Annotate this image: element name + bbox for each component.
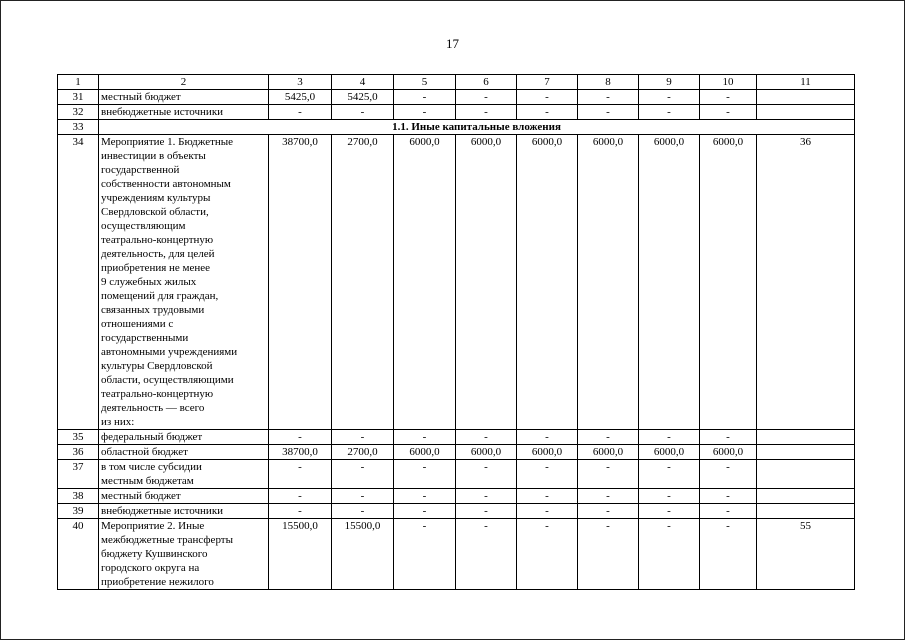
row-value: -	[700, 489, 757, 504]
column-header: 1	[58, 75, 99, 90]
row-name-line: осуществляющим	[101, 220, 186, 232]
row-value: -	[700, 90, 757, 105]
row-value: -	[269, 105, 332, 120]
row-value: -	[456, 489, 517, 504]
row-number: 31	[58, 90, 99, 105]
table-row	[58, 105, 855, 120]
row-name-line: театрально-концертную	[101, 388, 214, 400]
row-col11	[757, 445, 855, 460]
budget-table	[57, 74, 855, 590]
table-row	[58, 460, 855, 489]
row-value: 15500,0	[269, 519, 332, 590]
row-name-line: отношениями с	[101, 318, 174, 330]
row-value: -	[332, 489, 394, 504]
row-number: 36	[58, 445, 99, 460]
row-name-line: внебюджетные источники	[101, 505, 224, 517]
row-value: -	[639, 519, 700, 590]
row-col11	[757, 504, 855, 519]
row-name	[99, 135, 269, 430]
row-value: -	[517, 519, 578, 590]
table-row	[58, 519, 855, 590]
column-header: 4	[332, 75, 394, 90]
column-header: 11	[757, 75, 855, 90]
row-value: -	[639, 105, 700, 120]
row-value: -	[639, 460, 700, 489]
row-value: -	[269, 504, 332, 519]
row-value: -	[700, 460, 757, 489]
row-value: 6000,0	[578, 445, 639, 460]
row-value: 6000,0	[700, 135, 757, 430]
table-row	[58, 90, 855, 105]
row-col11: 55	[757, 519, 855, 590]
row-name	[99, 430, 269, 445]
row-value: 6000,0	[578, 135, 639, 430]
column-header: 8	[578, 75, 639, 90]
row-value: -	[578, 489, 639, 504]
row-value: -	[517, 105, 578, 120]
row-value: -	[578, 504, 639, 519]
row-name-line: театрально-концертную	[101, 234, 214, 246]
row-name-line: приобретения не менее	[101, 262, 211, 274]
table-row	[58, 489, 855, 504]
row-name-line: местным бюджетам	[101, 475, 194, 487]
row-name-line: областной бюджет	[101, 446, 188, 458]
row-value: -	[394, 105, 456, 120]
table-header-row	[58, 75, 855, 90]
section-row	[58, 120, 855, 135]
budget-table-container	[57, 74, 854, 590]
row-col11	[757, 430, 855, 445]
row-value: -	[639, 90, 700, 105]
row-value: -	[394, 460, 456, 489]
row-number: 39	[58, 504, 99, 519]
row-value: -	[639, 430, 700, 445]
row-value: -	[394, 90, 456, 105]
row-name-line: городского округа на	[101, 562, 200, 574]
row-name-line: приобретение нежилого	[101, 576, 214, 588]
row-name-line: 9 служебных жилых	[101, 276, 197, 288]
row-value: 38700,0	[269, 445, 332, 460]
row-value: 6000,0	[517, 445, 578, 460]
row-col11	[757, 460, 855, 489]
row-value: -	[517, 90, 578, 105]
table-row	[58, 504, 855, 519]
row-value: 6000,0	[456, 135, 517, 430]
row-value: -	[456, 430, 517, 445]
row-value: 6000,0	[394, 135, 456, 430]
row-value: -	[639, 489, 700, 504]
table-row	[58, 430, 855, 445]
column-header: 10	[700, 75, 757, 90]
row-value: -	[517, 489, 578, 504]
row-value: -	[517, 460, 578, 489]
row-value: 6000,0	[456, 445, 517, 460]
row-name-line: учреждениям культуры	[101, 192, 211, 204]
row-name	[99, 460, 269, 489]
row-value: -	[578, 430, 639, 445]
row-value: -	[332, 430, 394, 445]
row-value: -	[578, 519, 639, 590]
row-name-line: инвестиции в объекты	[101, 150, 206, 162]
row-value: -	[394, 519, 456, 590]
row-name-line: деятельность, для целей	[101, 248, 215, 260]
row-value: -	[578, 460, 639, 489]
row-number: 38	[58, 489, 99, 504]
row-value: -	[394, 489, 456, 504]
row-name	[99, 504, 269, 519]
row-name-line: собственности автономным	[101, 178, 231, 190]
row-number: 37	[58, 460, 99, 489]
row-value: 15500,0	[332, 519, 394, 590]
row-name-line: связанных трудовыми	[101, 304, 205, 316]
row-name-line: межбюджетные трансферты	[101, 534, 233, 546]
row-value: 2700,0	[332, 445, 394, 460]
column-header: 5	[394, 75, 456, 90]
row-name: внебюджетные источники	[99, 105, 269, 120]
row-value: -	[578, 105, 639, 120]
column-header: 2	[99, 75, 269, 90]
row-value: 5425,0	[332, 90, 394, 105]
row-name: местный бюджет	[99, 90, 269, 105]
column-header: 9	[639, 75, 700, 90]
column-header: 6	[456, 75, 517, 90]
row-number: 32	[58, 105, 99, 120]
page-number: 17	[446, 36, 459, 51]
row-name-line: помещений для граждан,	[101, 290, 219, 302]
row-name	[99, 445, 269, 460]
row-value: 6000,0	[639, 445, 700, 460]
row-value: -	[456, 460, 517, 489]
row-value: -	[332, 504, 394, 519]
table-row	[58, 445, 855, 460]
column-header: 3	[269, 75, 332, 90]
row-value: -	[700, 519, 757, 590]
row-value: -	[700, 430, 757, 445]
row-number: 33	[58, 120, 99, 135]
row-value: -	[269, 460, 332, 489]
row-col11	[757, 90, 855, 105]
row-col11	[757, 105, 855, 120]
row-name-line: области, осуществляющими	[101, 374, 234, 386]
row-value: -	[456, 504, 517, 519]
row-value: -	[700, 105, 757, 120]
row-name-line: Мероприятие 2. Иные	[101, 520, 205, 532]
row-number: 35	[58, 430, 99, 445]
row-name	[99, 519, 269, 590]
row-col11: 36	[757, 135, 855, 430]
row-value: -	[517, 504, 578, 519]
row-value: -	[269, 430, 332, 445]
row-value: -	[332, 105, 394, 120]
section-title: 1.1. Иные капитальные вложения	[99, 120, 855, 135]
row-value: 38700,0	[269, 135, 332, 430]
row-name-line: бюджету Кушвинского	[101, 548, 208, 560]
row-name-line: в том числе субсидии	[101, 461, 202, 473]
row-name-line: автономными учреждениями	[101, 346, 238, 358]
row-name-line: Мероприятие 1. Бюджетные	[101, 136, 234, 148]
row-value: -	[332, 460, 394, 489]
row-name-line: государственными	[101, 332, 189, 344]
table-row	[58, 135, 855, 430]
row-name-line: Свердловской области,	[101, 206, 209, 218]
row-value: 6000,0	[700, 445, 757, 460]
row-value: 6000,0	[639, 135, 700, 430]
row-name-line: из них:	[101, 416, 135, 428]
row-value: 2700,0	[332, 135, 394, 430]
row-col11	[757, 489, 855, 504]
row-value: -	[456, 90, 517, 105]
row-value: -	[456, 519, 517, 590]
row-value: -	[269, 489, 332, 504]
row-value: 6000,0	[517, 135, 578, 430]
row-name-line: государственной	[101, 164, 180, 176]
row-value: -	[394, 504, 456, 519]
row-value: -	[700, 504, 757, 519]
row-name-line: местный бюджет	[101, 490, 181, 502]
row-value: -	[517, 430, 578, 445]
row-number: 34	[58, 135, 99, 430]
row-name	[99, 489, 269, 504]
row-value: 5425,0	[269, 90, 332, 105]
column-header: 7	[517, 75, 578, 90]
row-value: -	[456, 105, 517, 120]
row-name-line: федеральный бюджет	[101, 431, 203, 443]
row-value: -	[578, 90, 639, 105]
row-name-line: деятельность — всего	[101, 402, 205, 414]
row-name-line: культуры Свердловской	[101, 360, 213, 372]
row-value: -	[394, 430, 456, 445]
row-value: 6000,0	[394, 445, 456, 460]
row-value: -	[639, 504, 700, 519]
row-number: 40	[58, 519, 99, 590]
